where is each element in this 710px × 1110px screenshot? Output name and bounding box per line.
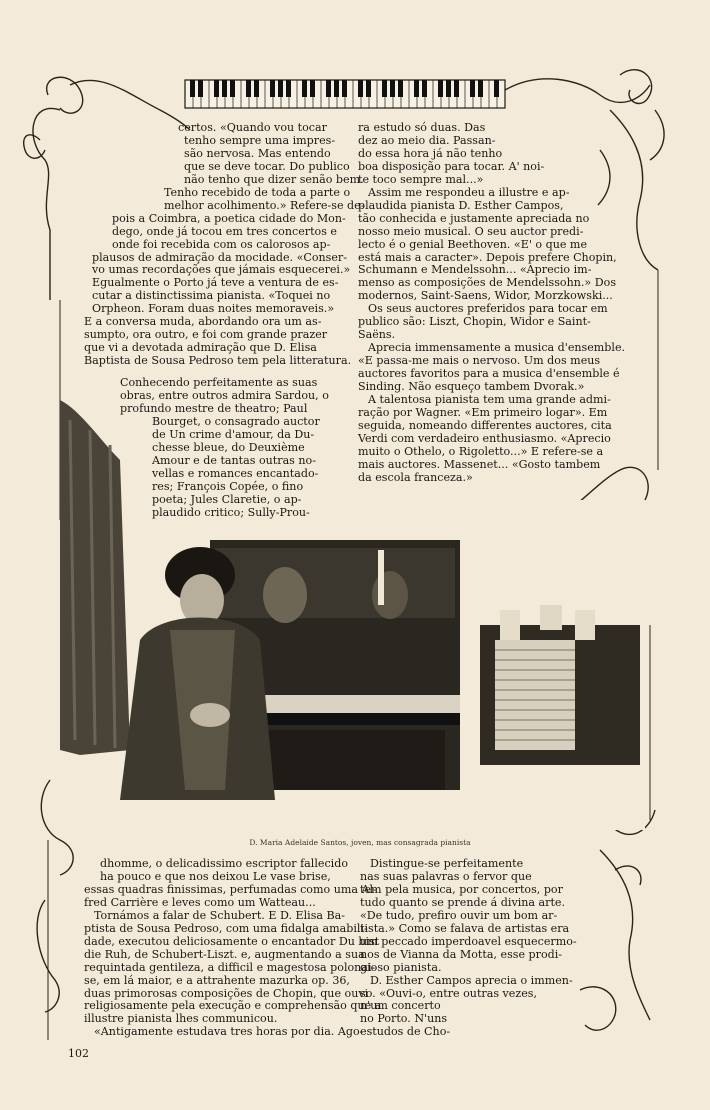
page-number: 102 [68, 1047, 89, 1060]
text-line: que vi a devotada admiração que D. Elisa [84, 341, 317, 355]
text-line: publico são: Liszt, Chopin, Widor e Saint- [358, 315, 591, 329]
text-line: nas suas palavras o fervor que [360, 869, 532, 883]
text-line: vo umas recordações que jámais esquecerei.» [92, 263, 351, 277]
text-line: die Ruh, de Schubert-Liszt. e, augmentando a sua [84, 947, 365, 961]
pianist-photograph [60, 500, 645, 830]
lower-right-column [360, 858, 590, 1039]
text-line: Os seus auctores preferidos para tocar em [368, 302, 608, 316]
text-line: ração por Wagner. «Em primeiro logar». Em [358, 405, 608, 419]
text-line: gioso pianista. [360, 960, 442, 974]
text-line: dego, onde já tocou em tres concertos e [112, 224, 337, 238]
text-line: duas primorosas composições de Chopin, que ouvi [84, 986, 369, 1000]
text-line: profundo mestre de theatro; Paul [120, 401, 308, 415]
text-line: não tenho que dizer senão bem. [184, 172, 364, 186]
text-line: menso as composições de Mendelssohn.» Dos [358, 276, 617, 290]
text-line: ha pouco e que nos deixou Le vase brise, [100, 869, 331, 883]
text-line: ptista de Sousa Pedroso, com uma fidalga amabili- [84, 921, 368, 935]
text-line: religiosamente pela execução e comprehensão que a [84, 999, 382, 1013]
upper-left-column-wide [84, 121, 365, 368]
text-line: res; François Copée, o fino [152, 479, 304, 493]
text-line: dhomme, o delicadissimo escriptor fallecido [100, 857, 349, 870]
text-line: seguida, nomeando differentes auctores, cita [358, 418, 612, 432]
text-line: estudos de Cho- [360, 1025, 451, 1039]
text-line: A talentosa pianista tem uma grande admi- [368, 393, 611, 407]
text-line: Baptista de Sousa Pedroso tem pela litteratura. [84, 354, 352, 368]
text-line: n'um concerto [360, 999, 441, 1013]
upper-left-column-narrow [120, 377, 342, 519]
text-line: tista.» Como se falava de artistas era [360, 921, 570, 935]
text-line: Saëns. [358, 328, 396, 342]
text-line: tudo quanto se prende á divina arte. [360, 895, 566, 909]
text-line: Egualmente o Porto já teve a ventura de es- [92, 276, 339, 290]
text-line: Aprecia immensamente a musica d'ensemble. [368, 341, 626, 355]
text-line: de Un crime d'amour, da Du- [152, 427, 315, 441]
text-line: no Porto. N'uns [360, 1012, 448, 1026]
upper-right-column [358, 122, 650, 485]
text-line: certos. «Quando vou tocar [178, 121, 327, 134]
text-line: ra estudo só duas. Das [358, 121, 486, 134]
text-line: poeta; Jules Claretie, o ap- [152, 492, 302, 506]
text-line: tem pela musica, por concertos, por [360, 882, 563, 896]
text-line: chesse bleue, do Deuxième [152, 440, 305, 454]
text-line: tão conhecida e justamente apreciada no [358, 211, 590, 225]
text-line: Assim me respondeu a illustre e ap- [368, 185, 570, 199]
text-line: plaudido critico; Sully-Prou- [152, 505, 310, 519]
text-line: D. Esther Campos aprecia o immen- [370, 973, 573, 987]
text-line: muito o Othelo, o Rigoletto...» E refere-se a [358, 444, 604, 458]
text-line: illustre pianista lhes communicou. [84, 1012, 278, 1026]
text-line: Amour e de tantas outras no- [152, 453, 316, 467]
text-line: Schumann e Mendelssohn... «Aprecio im- [358, 263, 592, 277]
text-line: sumpto, ora outro, e foi com grande prazer [84, 328, 328, 342]
text-line: requintada gentileza, a difficil e magestosa polonai- [84, 960, 376, 974]
text-line: lecto é o genial Beethoven. «E' o que me [358, 237, 588, 251]
text-line: so. «Ouvi-o, entre outras vezes, [360, 986, 537, 1000]
text-line: Tenho recebido de toda a parte o [164, 185, 351, 199]
text-line: Bourget, o consagrado auctor [152, 414, 320, 428]
text-line: Verdi com verdadeiro enthusiasmo. «Aprecio [358, 431, 611, 445]
photo-caption: D. Maria Adelaide Santos, joven, mas consagrada pianista [249, 838, 471, 847]
text-line: boa disposição para tocar. A' noi- [358, 159, 545, 173]
text-line: E a conversa muda, abordando ora um as- [84, 315, 322, 329]
text-line: dez ao meio dia. Passan- [358, 133, 496, 147]
lower-left-column [84, 857, 382, 1039]
text-line: se, em lá maior, e a attrahente mazurka op. 36, [84, 973, 350, 987]
text-line: Sinding. Não esqueço tambem Dvorak.» [358, 380, 585, 394]
text-line: auctores favoritos para a musica d'ensemble é [358, 367, 620, 381]
text-line: «E passa-me mais o nervoso. Um dos meus [358, 354, 601, 368]
text-line: plausos de admiração da mocidade. «Conser- [92, 250, 347, 264]
text-line: mais auctores. Massenet... «Gosto tambem [358, 457, 601, 471]
text-line: nos de Vianna da Motta, esse prodi- [360, 947, 563, 961]
text-line: cutar a distinctissima pianista. «Toquei no [92, 289, 331, 303]
text-line: nosso meio musical. O seu auctor predi- [358, 224, 584, 238]
text-line: do essa hora já não tenho [358, 146, 503, 160]
text-line: são nervosa. Mas entendo [184, 146, 331, 160]
text-line: essas quadras finissimas, perfumadas como uma Al- [84, 882, 377, 896]
text-line: da escola franceza.» [358, 470, 473, 484]
text-line: obras, entre outros admira Sardou, o [120, 388, 329, 402]
text-line: «De tudo, prefiro ouvir um bom ar- [360, 908, 558, 922]
text-line: melhor acolhimento.» Refere-se de- [164, 198, 365, 212]
text-line: «Antigamente estudava tres horas por dia. Ago- [94, 1025, 364, 1039]
text-line: fred Carrière e leves como um Watteau... [84, 895, 316, 909]
text-line: vellas e romances encantado- [152, 466, 319, 480]
text-line: Conhecendo perfeitamente as suas [120, 376, 318, 389]
text-line: te toco sempre mal...» [358, 172, 484, 186]
text-line: plaudida pianista D. Esther Campos, [358, 198, 564, 212]
text-line: que se deve tocar. Do publico [184, 159, 350, 173]
text-line: modernos, Saint-Saens, Widor, Morzkowski... [358, 289, 613, 303]
text-line: pois a Coimbra, a poetica cidade do Mon- [112, 211, 346, 225]
text-line: onde foi recebida com os calorosos ap- [112, 237, 331, 251]
text-line: Orpheon. Foram duas noites memoraveis.» [92, 302, 335, 316]
music-cabinet [480, 605, 640, 765]
text-line: tenho sempre uma impres- [184, 133, 336, 147]
text-line: Distingue-se perfeitamente [370, 857, 524, 870]
text-line: dade, executou deliciosamente o encantador Du bist [84, 934, 380, 948]
text-line: um peccado imperdoavel esquecermo- [360, 934, 577, 948]
text-line: Tornámos a falar de Schubert. E D. Elisa Ba- [94, 908, 346, 922]
text-line: está mais a caracter». Depois prefere Chopin, [358, 250, 617, 264]
